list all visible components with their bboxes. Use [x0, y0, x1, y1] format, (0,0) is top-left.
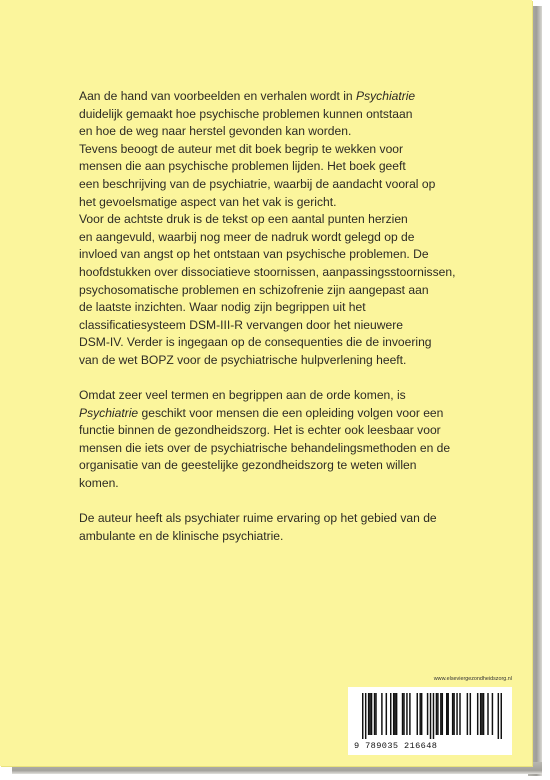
book-title-italic: Psychiatrie	[79, 405, 139, 420]
barcode-bar	[498, 693, 499, 739]
blurb-line	[79, 123, 519, 141]
blurb-line-text: Voor de achtste druk is de tekst op een aantal punten herzien	[79, 212, 408, 227]
barcode-bar	[481, 693, 482, 735]
blurb-line-text: de laatste inzichten. Waar nodig zijn begrippen uit het	[79, 300, 366, 315]
blurb-line-text: van de wet BOPZ voor de psychiatrische hulpverlening heeft.	[79, 352, 407, 367]
barcode-bar	[421, 693, 422, 735]
blurb-line-text: komen.	[79, 476, 119, 491]
barcode-bar	[436, 693, 437, 735]
barcode-bar	[452, 693, 453, 735]
barcode-bar	[403, 693, 404, 735]
barcode-bar	[402, 693, 403, 735]
barcode-bar	[442, 693, 443, 735]
blurb-line	[79, 405, 519, 423]
barcode-bar	[396, 693, 397, 735]
barcode-bar	[390, 693, 391, 735]
blurb-line	[79, 264, 519, 282]
barcode-bar	[368, 693, 369, 735]
blurb-paragraph-2	[79, 387, 519, 493]
blurb-line-text: Aan de hand van voorbeelden en verhalen wordt in	[79, 89, 357, 103]
blurb-line-text: invloed van angst op het ontstaan van psychische problemen. De	[79, 247, 429, 262]
blurb-line	[79, 317, 519, 335]
blurb-line	[79, 299, 519, 317]
barcode-bar	[440, 693, 441, 735]
blurb-line-text: organisatie van de geestelijke gezondheidszorg te weten willen	[79, 458, 417, 473]
blurb-text	[79, 88, 519, 545]
barcode-bar	[419, 693, 420, 735]
barcode-bar	[437, 693, 438, 735]
blurb-line-text: Omdat zeer veel termen en begrippen aan de orde komen, is	[79, 388, 406, 403]
blurb-line	[79, 158, 519, 176]
blurb-line-text: Tevens beoogt de auteur met dit boek begrip te wekken voor	[79, 141, 404, 156]
blurb-line	[79, 510, 519, 528]
blurb-line	[79, 176, 519, 194]
barcode-bar	[470, 693, 471, 735]
barcode-bar	[456, 693, 457, 735]
blurb-line	[79, 457, 519, 475]
barcode-bar	[459, 693, 460, 735]
blurb-line-text: en aangevuld, waarbij nog meer de nadruk wordt gelegd op de	[79, 229, 415, 244]
blurb-line	[79, 352, 519, 370]
barcode-bar	[492, 693, 493, 735]
blurb-line	[79, 88, 519, 106]
blurb-line-text: DSM-IV. Verder is ingegaan op de consequenties die de invoering	[79, 335, 432, 350]
blurb-line-text: classificatiesysteem DSM-III-R vervangen door het nieuwere	[79, 317, 403, 332]
blurb-line	[79, 475, 519, 493]
blurb-line	[79, 141, 519, 159]
barcode-bar	[393, 693, 394, 735]
blurb-line	[79, 194, 519, 212]
blurb-line-text: geschikt voor mensen die een opleiding volgen voor een	[138, 405, 444, 420]
barcode-bar	[406, 693, 407, 735]
blurb-line	[79, 422, 519, 440]
barcode-bar	[365, 693, 366, 739]
barcode-bar	[480, 693, 481, 735]
blurb-line	[79, 528, 519, 546]
blurb-line	[79, 229, 519, 247]
barcode-bar	[394, 693, 395, 735]
book-title-italic: Psychiatrie	[356, 89, 416, 103]
blurb-line-text: De auteur heeft als psychiater ruime ervaring op het gebied van de	[79, 511, 437, 526]
barcode-bar	[467, 693, 468, 735]
barcode-bar	[453, 693, 454, 735]
blurb-line	[79, 387, 519, 405]
barcode-bar	[417, 693, 418, 735]
blurb-line-text: een beschrijving van de psychiatrie, waarbij de aandacht vooral op	[79, 176, 436, 191]
blurb-line	[79, 211, 519, 229]
blurb-line-text: mensen die iets over de psychiatrische behandelingsmethoden en de	[79, 440, 451, 455]
barcode-bar	[427, 693, 428, 735]
barcode-bar	[362, 693, 363, 739]
barcode-bar	[477, 693, 478, 735]
blurb-line-text: psychosomatische problemen en schizofrenie zijn aangepast aan	[79, 282, 429, 297]
barcode-bar	[447, 693, 448, 735]
blurb-line-text: functie binnen de gezondheidszorg. Het is echter ook leesbaar voor	[79, 423, 441, 438]
blurb-line	[79, 246, 519, 264]
barcode-bar	[381, 693, 382, 735]
publisher-website: www.elseviergezondheidszorg.nl	[433, 676, 512, 682]
blurb-line-text: ambulante en de klinische psychiatrie.	[79, 528, 284, 543]
barcode-bar	[386, 693, 387, 735]
barcode-bar	[409, 693, 410, 735]
barcode-bars	[362, 693, 502, 739]
barcode-bar	[433, 693, 434, 739]
barcode-bar	[375, 693, 376, 735]
barcode-bar	[483, 693, 484, 735]
blurb-paragraph-3	[79, 510, 519, 545]
barcode-bar	[369, 693, 370, 735]
blurb-line-text: en hoe de weg naar herstel gevonden kan worden.	[79, 124, 352, 139]
blurb-line	[79, 106, 519, 124]
barcode-bar	[487, 693, 488, 735]
barcode-bar	[430, 693, 431, 739]
barcode-bar	[374, 693, 375, 735]
blurb-paragraph-1	[79, 88, 519, 370]
barcode-bar	[371, 693, 372, 735]
blurb-line-text: hoofdstukken over dissociatieve stoornissen, aanpassingsstoornissen,	[79, 264, 456, 279]
blurb-line	[79, 334, 519, 352]
barcode-bar	[501, 693, 502, 739]
isbn-barcode	[348, 687, 512, 755]
barcode-digits: 9 789035 216648	[354, 741, 438, 751]
barcode-bar	[446, 693, 447, 735]
blurb-line-text: mensen die aan psychische problemen lijden. Het boek geeft	[79, 159, 406, 174]
blurb-line-text: het gevoelsmatige aspect van het vak is gericht.	[79, 194, 337, 209]
blurb-line	[79, 282, 519, 300]
blurb-line-text: duidelijk gemaakt hoe psychische problemen kunnen ontstaan	[79, 106, 413, 121]
blurb-line	[79, 440, 519, 458]
